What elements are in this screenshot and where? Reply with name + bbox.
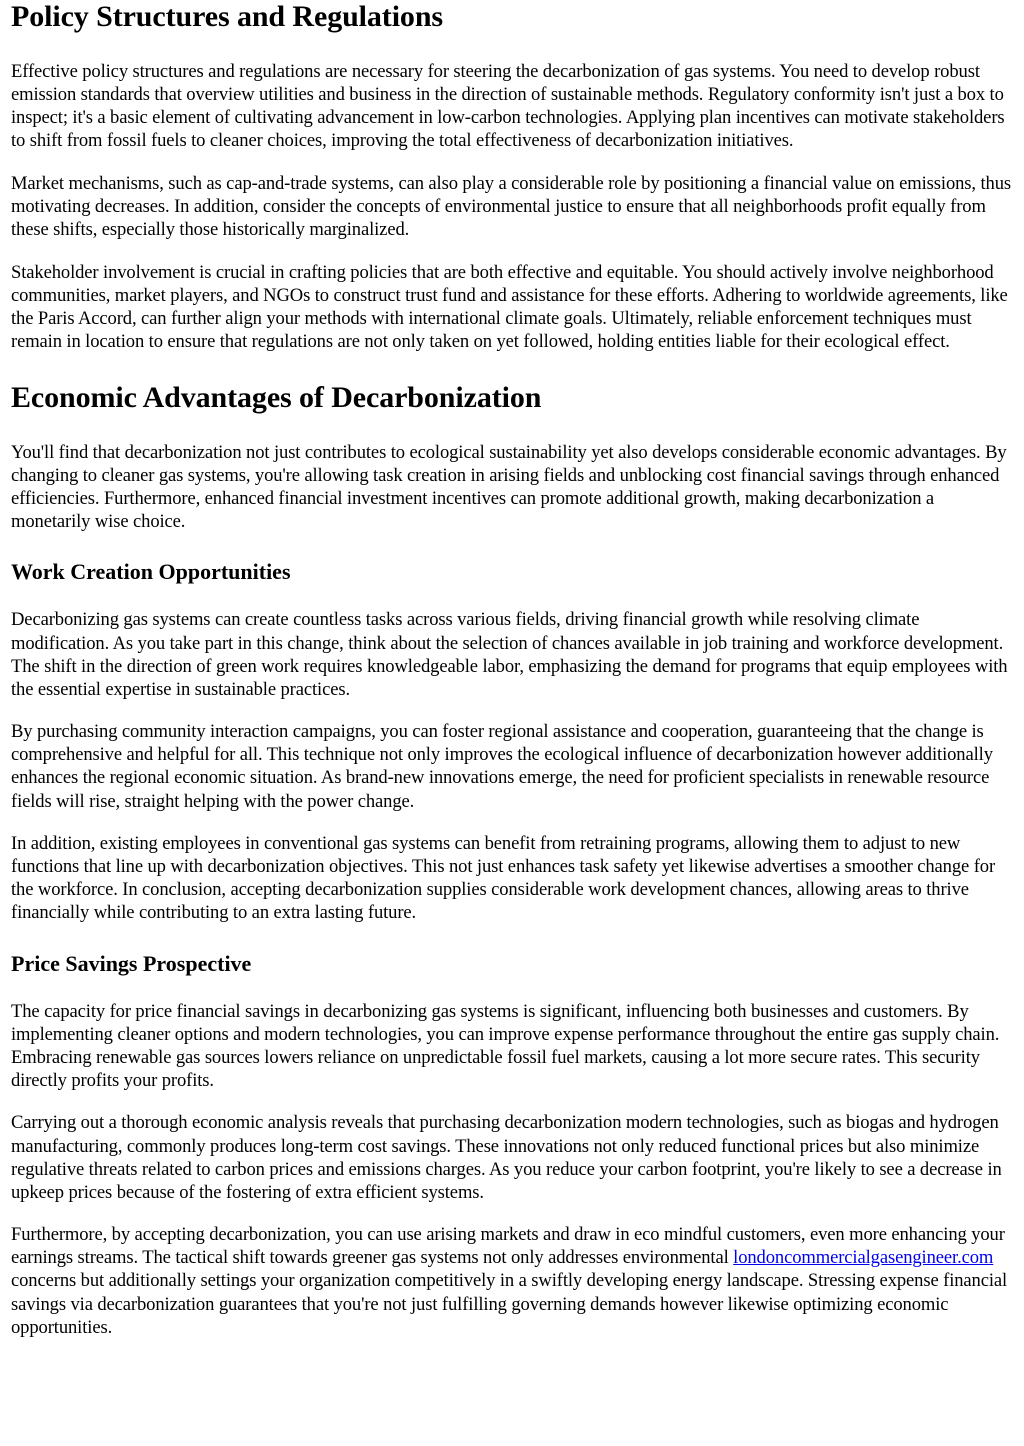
paragraph: Stakeholder involvement is crucial in crafting policies that are both effective and equitable. You should actively involve neighborhood communities, market players, and NGOs to construct trust fund and assistance for these efforts. Adhering to worldwide agreements, like the Paris Accord, can further align your methods with international climate goals. Ultimately, reliable enforcement techniques must remain in location to ensure that regulations are not only taken on yet followed, holding entities liable for their ecological effect. [11, 261, 1008, 352]
paragraph: Market mechanisms, such as cap-and-trade systems, can also play a considerable role by positioning a financial value on emissions, thus motivating decreases. In addition, consider the concepts of environmental justice to ensure that all neighborhoods profit equally from these shifts, especially those historically marginalized. [11, 172, 1011, 241]
paragraph-with-link [11, 1223, 1013, 1338]
paragraph-text: Furthermore, by accepting decarbonization, you can use arising markets and draw in eco mindful customers, even more enhancing your earnings streams. The tactical shift towards greener gas systems not only addresses environmental [11, 1224, 1005, 1269]
londoncommercialgasengineer-link[interactable]: londoncommercialgasengineer.com [733, 1247, 994, 1269]
heading-work-creation: Work Creation Opportunities [11, 559, 291, 585]
paragraph: The capacity for price financial savings in decarbonizing gas systems is significant, influencing both businesses and customers. By implementing cleaner options and modern technologies, you can improve expense performance throughout the entire gas supply chain. Embracing renewable gas sources lowers reliance on unpredictable fossil fuel markets, causing a lot more secure rates. This security directly profits your profits. [11, 1000, 1000, 1091]
paragraph: Effective policy structures and regulations are necessary for steering the decarbonization of gas systems. You need to develop robust emission standards that overview utilities and business in the direction of sustainable methods. Regulatory conformity isn't just a box to inspect; it's a basic element of cultivating advancement in low-carbon technologies. Applying plan incentives can motivate stakeholders to shift from fossil fuels to cleaner choices, improving the total effectiveness of decarbonization initiatives. [11, 61, 1005, 152]
heading-economic-advantages: Economic Advantages of Decarbonization [11, 381, 542, 415]
paragraph-text: concerns but additionally settings your organization competitively in a swiftly developing energy landscape. Stressing expense financial savings via decarbonization guarantees that you're not just fulfilling governing demands however likewise optimizing economic opportunities. [11, 1270, 1008, 1338]
heading-price-savings: Price Savings Prospective [11, 950, 252, 976]
paragraph: You'll find that decarbonization not just contributes to ecological sustainability yet also develops considerable economic advantages. By changing to cleaner gas systems, you're allowing task creation in arising fields and unblocking cost financial savings through enhanced efficiencies. Furthermore, enhanced financial investment incentives can promote additional growth, making decarbonization a monetarily wise choice. [11, 442, 1007, 533]
heading-policy-structures: Policy Structures and Regulations [11, 0, 443, 33]
paragraph: Carrying out a thorough economic analysis reveals that purchasing decarbonization modern technologies, such as biogas and hydrogen manufacturing, commonly produces long-term cost savings. These innovations not only reduced functional prices but also minimize regulative threats related to carbon prices and emissions charges. As you reduce your carbon footprint, you're likely to see a decrease in upkeep prices because of the fostering of extra efficient systems. [11, 1112, 1002, 1203]
paragraph: Decarbonizing gas systems can create countless tasks across various fields, driving financial growth while resolving climate modification. As you take part in this change, think about the selection of chances available in job training and workforce development. The shift in the direction of green work requires knowledgeable labor, emphasizing the demand for programs that equip employees with the essential expertise in sustainable practices. [11, 609, 1008, 700]
paragraph: In addition, existing employees in conventional gas systems can benefit from retraining programs, allowing them to adjust to new functions that line up with decarbonization objectives. This not just enhances task safety yet likewise advertises a smoother change for the workforce. In conclusion, accepting decarbonization supplies considerable work development chances, allowing areas to thrive financially while contributing to an extra lasting future. [11, 833, 996, 924]
paragraph: By purchasing community interaction campaigns, you can foster regional assistance and cooperation, guaranteeing that the change is comprehensive and helpful for all. This technique not only improves the ecological influence of decarbonization however additionally enhances the regional economic situation. As brand-new innovations emerge, the need for proficient specialists in renewable resource fields will rise, straight helping with the power change. [11, 721, 993, 812]
